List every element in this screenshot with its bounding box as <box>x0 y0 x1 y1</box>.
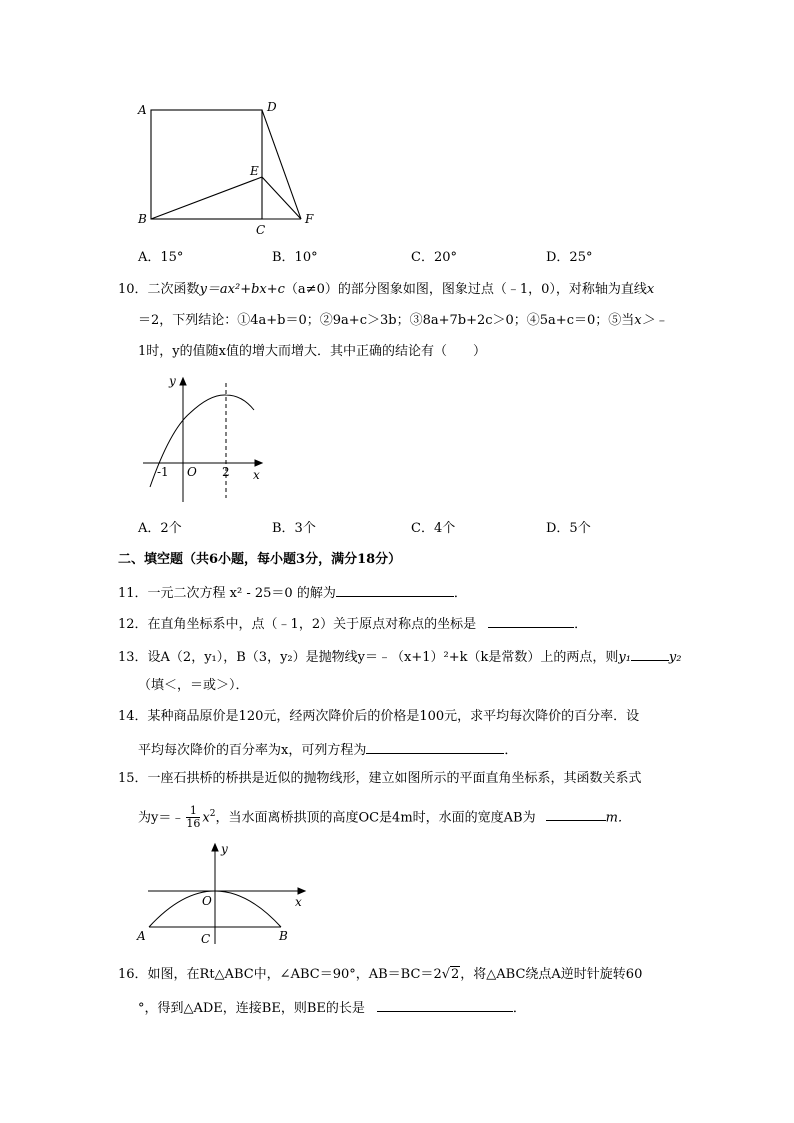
label-c: C <box>201 932 211 946</box>
label-x: x <box>295 895 302 909</box>
label-two: 2 <box>222 465 230 479</box>
q10-line1 <box>118 281 654 299</box>
q15-line2 <box>138 800 631 832</box>
q12-answer-blank[interactable] <box>488 613 574 628</box>
q15-x: x <box>202 810 210 826</box>
segment-ef <box>262 177 301 219</box>
square-abcd <box>151 110 262 219</box>
q10-option-d: D．5个 <box>546 521 591 536</box>
q13-text: 13．设A（2，y₁），B（3，y₂）是抛物线y＝﹣（x+1）²+k（k是常数）上的两点，则 <box>118 650 619 665</box>
q16-line2 <box>138 997 526 1018</box>
q10-text-a: 二次函数 <box>147 282 200 297</box>
label-e: E <box>250 164 259 178</box>
q10-condition: x＞﹣ <box>634 313 668 328</box>
q10-number: 10． <box>118 282 148 297</box>
q12-period: ． <box>574 617 588 632</box>
q14-text: 平均每次降价的百分率为x，可列方程为 <box>138 743 367 758</box>
segment-df <box>262 110 301 219</box>
q10-figure <box>140 370 270 505</box>
q14-period: ． <box>504 743 518 758</box>
q9-option-a: A．15° <box>138 250 184 265</box>
label-minus1: -1 <box>157 465 169 479</box>
q16-sqrt-coef: 2 <box>433 967 442 982</box>
y-arrow <box>180 378 186 385</box>
label-x: x <box>253 468 260 482</box>
q13-line1 <box>118 646 681 667</box>
q12 <box>118 613 587 634</box>
q14-answer-blank[interactable] <box>366 739 504 754</box>
label-b: B <box>279 929 288 943</box>
q9-option-c: C．20° <box>411 250 457 265</box>
q16-sqrt: √2 <box>441 967 460 982</box>
q10-option-b: B．3个 <box>272 521 316 536</box>
q11 <box>118 582 467 603</box>
q10-text-b: （a≠0）的部分图象如图，图象过点（﹣1，0），对称轴为直线 <box>284 282 647 297</box>
label-o: O <box>202 894 212 908</box>
q10-option-a: A．2个 <box>138 521 182 536</box>
q14-line2 <box>138 739 517 760</box>
q16-text-c: °，得到△ADE，连接BE，则BE的长是 <box>138 1001 365 1016</box>
label-f: F <box>305 212 314 226</box>
q9-figure <box>130 98 320 238</box>
q9-option-b: B．10° <box>272 250 318 265</box>
section-heading: 二、填空题（共6小题，每小题3分，满分18分） <box>118 552 402 567</box>
q16-text-a: 16．如图，在Rt△ABC中，∠ABC＝90°，AB＝BC＝ <box>118 967 434 982</box>
q15-line1: 15．一座石拱桥的桥拱是近似的抛物线形，建立如图所示的平面直角坐标系，其函数关系式 <box>118 771 642 786</box>
q16-text-b: ，将△ABC绕点A逆时针旋转60 <box>460 967 643 982</box>
q11-answer-blank[interactable] <box>336 582 454 597</box>
q16-sqrt-arg: 2 <box>451 967 460 982</box>
label-a: A <box>138 103 147 117</box>
label-d: D <box>267 100 277 114</box>
q11-period: ． <box>453 586 467 601</box>
y-arrow <box>212 844 218 851</box>
q13-answer-blank[interactable] <box>631 646 669 661</box>
q15-exponent: 2 <box>209 809 216 819</box>
q15-figure <box>135 840 315 950</box>
q10-conclusions: ＝2，下列结论：①4a+b＝0；②9a+c＞3b；③8a+7b+2c＞0；④5a+c＝0；⑤当 <box>138 313 635 328</box>
label-c: C <box>256 223 266 237</box>
segment-be <box>151 177 262 219</box>
q10-equation: y＝ax²+bx+c <box>199 282 285 297</box>
q15-fraction <box>186 805 200 830</box>
q15-text-a: 为y＝﹣ <box>138 810 185 826</box>
label-y: y <box>169 374 176 388</box>
x-arrow <box>255 460 262 466</box>
q16-period: ． <box>512 1001 526 1016</box>
q10-option-c: C．4个 <box>411 521 456 536</box>
q10-x: x <box>646 282 655 297</box>
q9-option-d: D．25° <box>546 250 593 265</box>
label-origin: O <box>187 465 197 479</box>
q10-line2 <box>138 312 668 330</box>
q12-text: 12．在直角坐标系中，点（﹣1，2）关于原点对称点的坐标是 <box>118 617 477 632</box>
q11-text: 11．一元二次方程 x² - 25＝0 的解为 <box>118 586 336 601</box>
q15-frac-den: 16 <box>186 817 201 831</box>
label-b: B <box>138 212 147 226</box>
x-arrow <box>298 888 305 894</box>
label-a: A <box>137 929 146 943</box>
q13-y1: y₁ <box>618 650 631 665</box>
q13-line2: （填＜，＝或＞）． <box>138 678 249 693</box>
q15-frac-num: 1 <box>186 805 200 818</box>
q14-line1: 14．某种商品原价是120元，经两次降价后的价格是100元，求平均每次降价的百分率．设 <box>118 709 640 724</box>
q16-line1 <box>118 966 642 984</box>
q15-answer-blank[interactable] <box>546 806 606 821</box>
q10-line3: 1时，y的值随x值的增大而增大．其中正确的结论有（ ） <box>138 344 486 359</box>
q15-text-b: ，当水面离桥拱顶的高度OC是4m时，水面的宽度AB为 <box>215 810 536 826</box>
label-y: y <box>221 842 228 856</box>
q13-y2: y₂ <box>668 650 682 665</box>
q15-unit: m． <box>605 810 631 826</box>
q16-answer-blank[interactable] <box>377 997 513 1012</box>
